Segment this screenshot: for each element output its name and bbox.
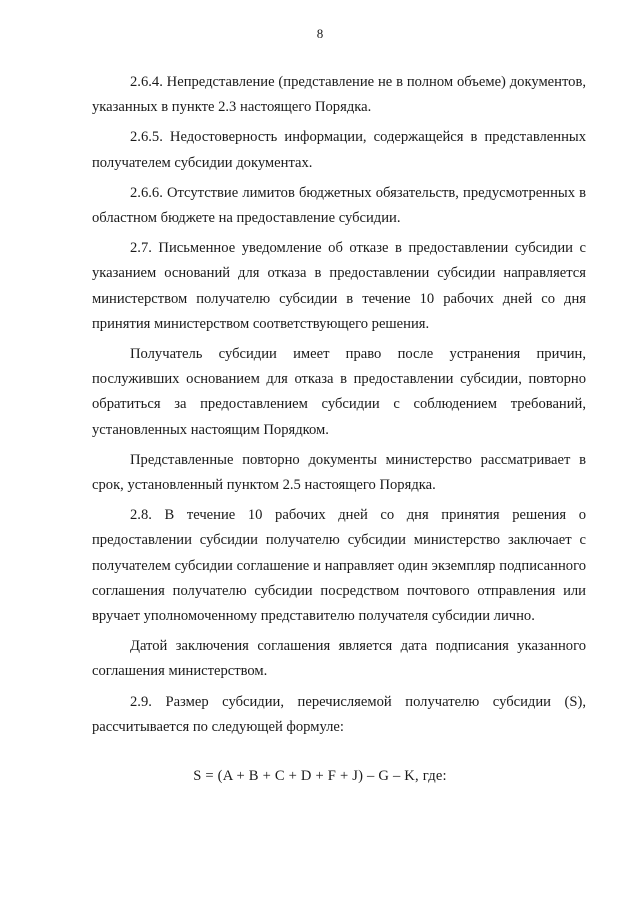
document-body xyxy=(92,70,586,745)
paragraph-2-8: 2.8. В течение 10 рабочих дней со дня принятия решения о предоставлении субсидии получателю субсидии министерство заключает с получателем субсидии соглашение и направляет один экземпляр подписанного соглашения получателю субсидии посредством почтового отправления или вручает уполномоченному представителю получателя субсидии лично. xyxy=(92,507,586,625)
subsidy-formula: S = (A + B + C + D + F + J) – G – K, где: xyxy=(193,768,447,784)
paragraph-2-7: 2.7. Письменное уведомление об отказе в предоставлении субсидии с указанием оснований для отказа в предоставлении субсидии направляется министерством получателю субсидии в течение 10 рабочих дней со дня принятия министерством соответствующего решения. xyxy=(92,240,586,332)
paragraph-resubmission-term: Представленные повторно документы министерство рассматривает в срок, установленный пунктом 2.5 настоящего Порядка. xyxy=(92,451,586,494)
paragraph-2-6-5: 2.6.5. Недостоверность информации, содержащейся в представленных получателем субсидии документах. xyxy=(92,129,586,171)
paragraph-2-6-6: 2.6.6. Отсутствие лимитов бюджетных обязательств, предусмотренных в областном бюджете на предоставление субсидии. xyxy=(92,184,586,227)
paragraph-agreement-date: Датой заключения соглашения является дата подписания указанного соглашения министерством. xyxy=(92,638,586,680)
paragraph-2-6-4: 2.6.4. Непредставление (представление не в полном объеме) документов, указанных в пункте 2.3 настоящего Порядка. xyxy=(92,74,586,116)
paragraph-2-9: 2.9. Размер субсидии, перечисляемой получателю субсидии (S), рассчитывается по следующей формуле: xyxy=(92,693,586,735)
paragraph-reapply-right: Получатель субсидии имеет право после устранения причин, послуживших основанием для отказа в предоставлении субсидии, повторно обратиться за предоставлением субсидии с соблюдением требований, установленных настоящим Порядком. xyxy=(92,346,586,438)
page-number: 8 xyxy=(316,26,324,41)
